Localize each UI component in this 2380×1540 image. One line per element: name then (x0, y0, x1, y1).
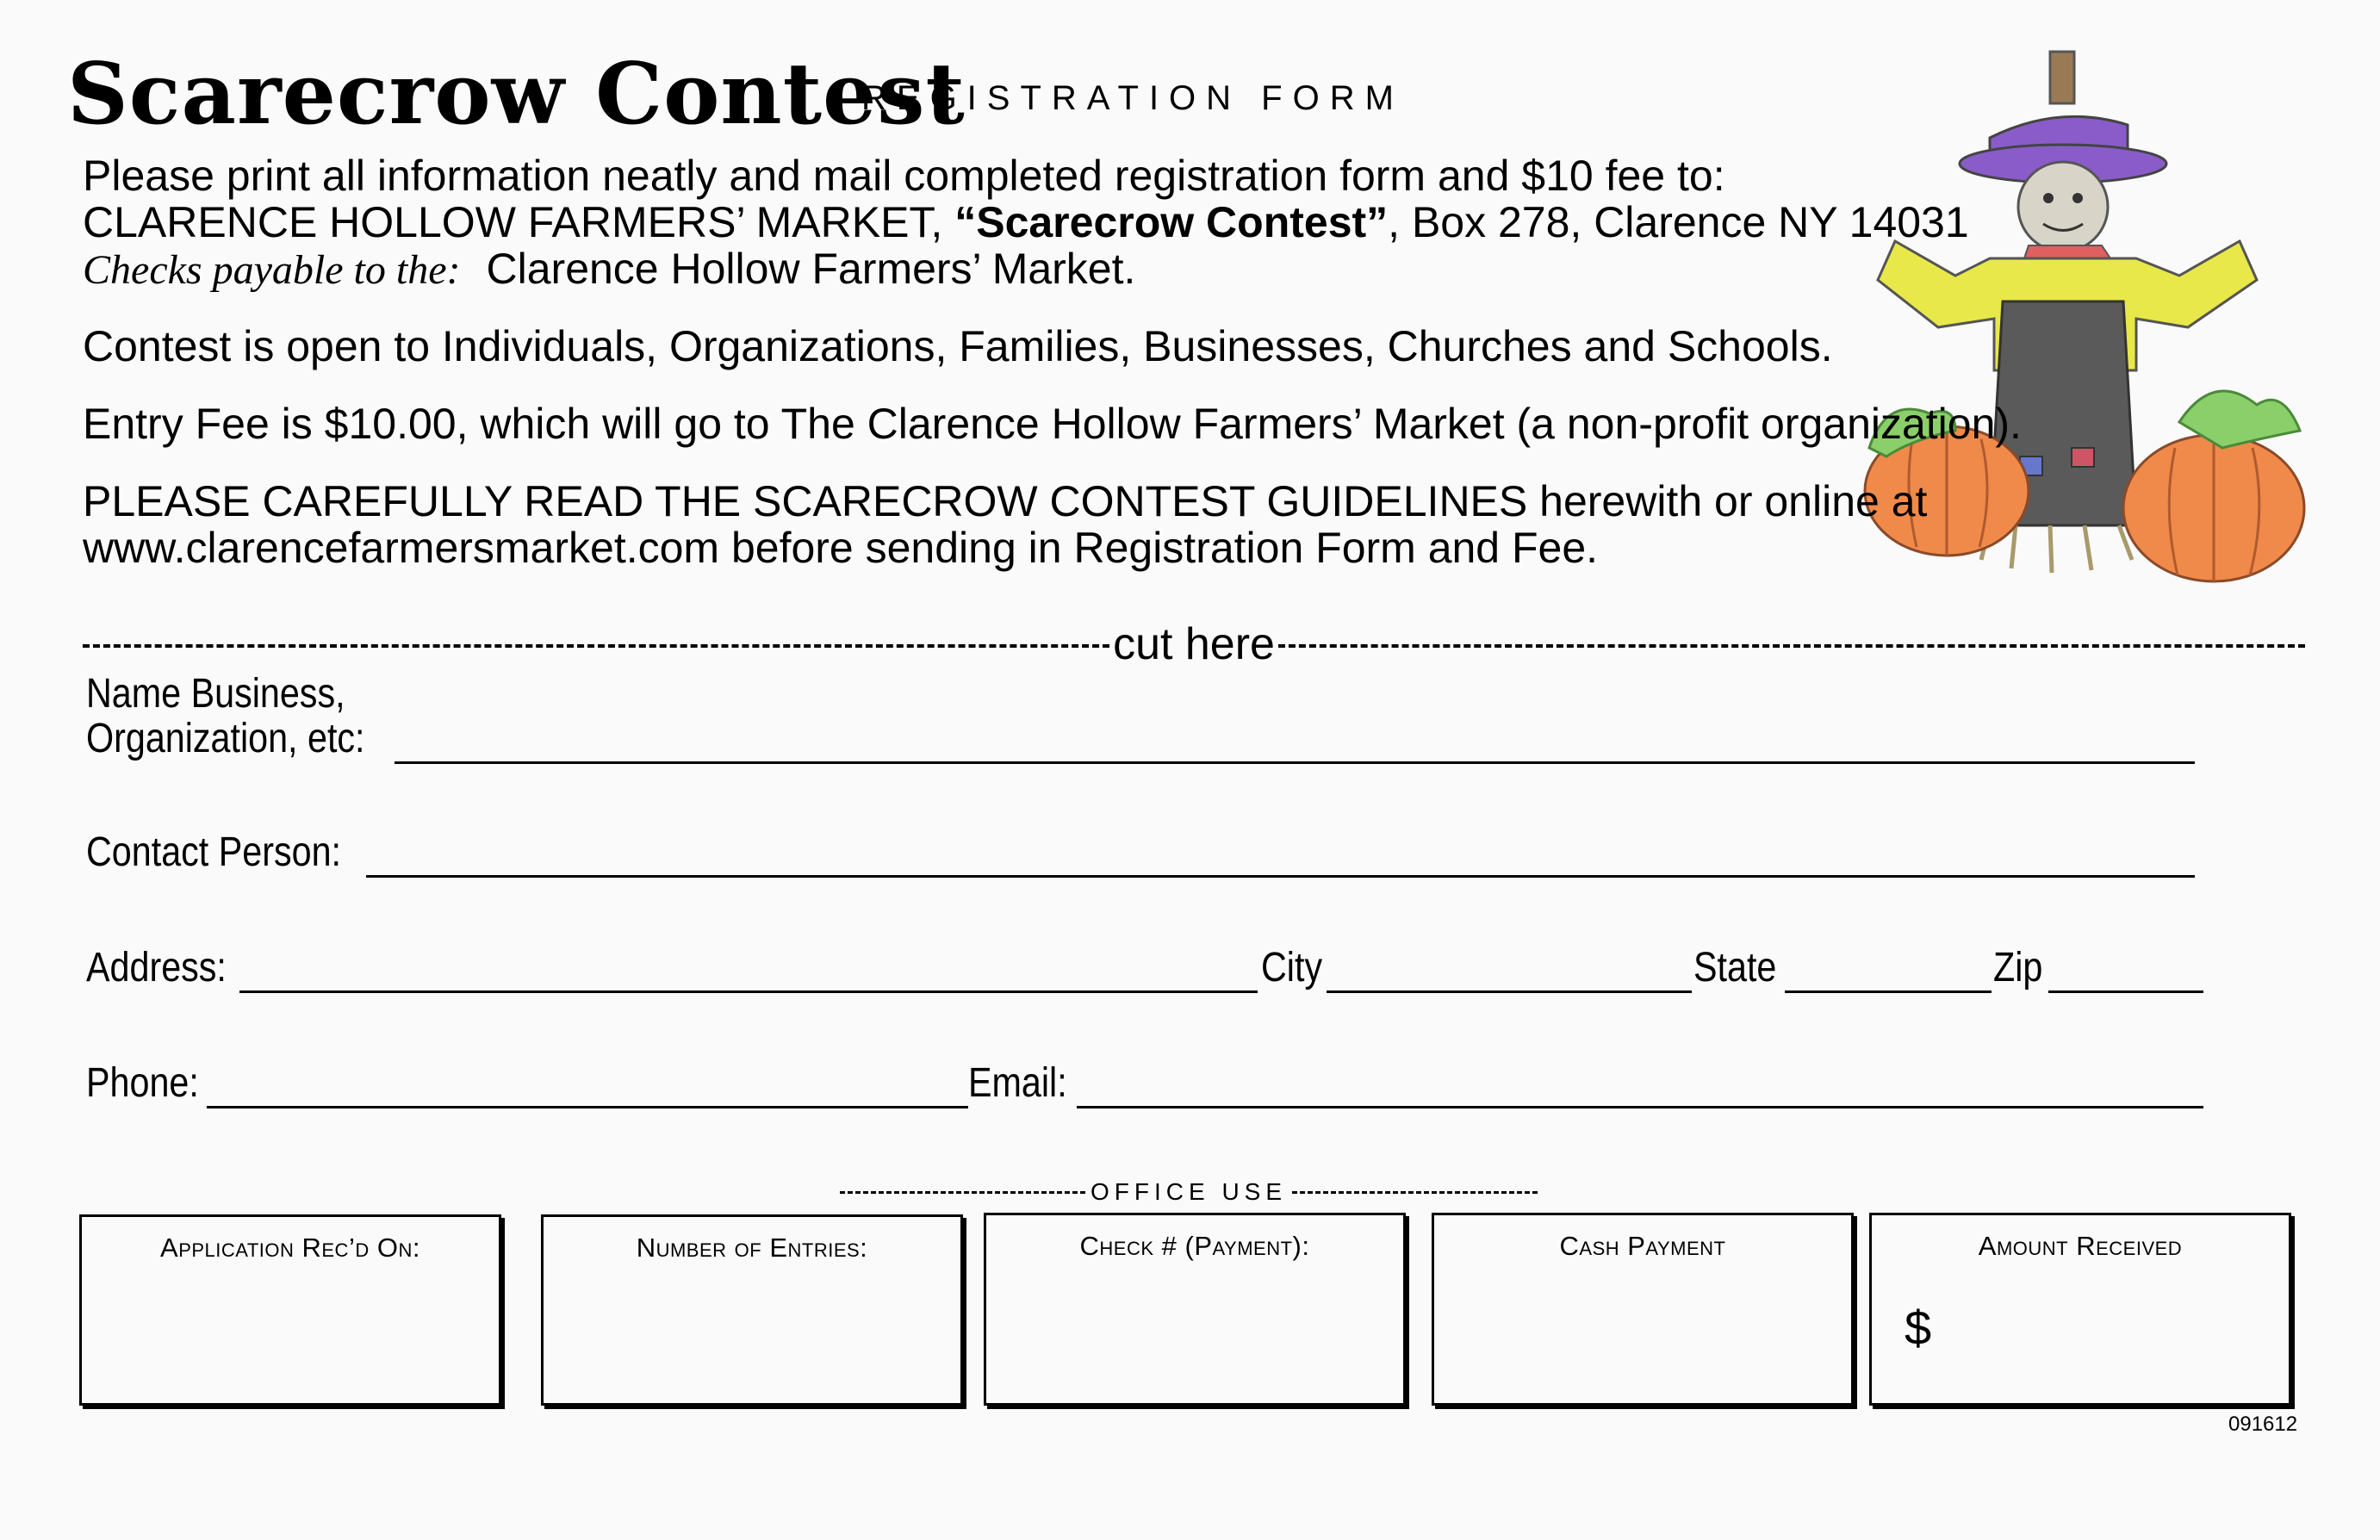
name-label-line-1: Name Business, (86, 671, 345, 717)
cut-dash-right (1278, 644, 2305, 648)
form-subtitle: REGISTRATION FORM (861, 79, 1404, 117)
office-box-application[interactable] (79, 1214, 501, 1406)
mailing-address: , Box 278, Clarence NY 14031 (1388, 198, 1969, 246)
office-use-label: OFFICE USE (1091, 1178, 1288, 1205)
cut-line (83, 618, 2305, 670)
market-name: CLARENCE HOLLOW FARMERS’ MARKET, (83, 198, 955, 246)
form-code: 091612 (2228, 1413, 2298, 1436)
guidelines-line-2: www.clarencefarmersmarket.com before sending in Registration Form and Fee. (83, 524, 1599, 572)
office-box-check[interactable] (984, 1213, 1406, 1406)
office-dash-left (840, 1191, 1085, 1194)
cut-label: cut here (1113, 619, 1275, 669)
cut-dash-left (83, 644, 1109, 648)
intro-line-1: Please print all information neatly and mail completed registration form and $10 fee to: (83, 152, 1725, 200)
office-box-cash[interactable] (1432, 1213, 1854, 1406)
office-use-divider (840, 1175, 1538, 1209)
name-field[interactable] (395, 761, 2195, 764)
address-field[interactable] (239, 990, 1258, 993)
email-field[interactable] (1077, 1106, 2203, 1108)
city-label: City (1261, 945, 1323, 990)
entry-fee-text: Entry Fee is $10.00, which will go to The Clarence Hollow Farmers’ Market (a non-profit organization). (83, 400, 2022, 448)
city-field[interactable] (1327, 990, 1692, 993)
dollar-sign: $ (1905, 1301, 1932, 1355)
office-box-header: Cash Payment (1559, 1231, 1726, 1261)
office-box-header: Application Rec’d On: (160, 1233, 420, 1263)
checks-payable-label: Checks payable to the: (83, 247, 461, 293)
checks-payable (83, 245, 1135, 295)
guidelines-line-1: PLEASE CAREFULLY READ THE SCARECROW CONTEST GUIDELINES herewith or online at (83, 477, 1928, 525)
zip-field[interactable] (2048, 990, 2203, 993)
open-to-text: Contest is open to Individuals, Organizations, Families, Businesses, Churches and Schools. (83, 322, 1833, 370)
email-label: Email: (968, 1060, 1067, 1106)
zip-label: Zip (1993, 945, 2043, 990)
checks-payable-value: Clarence Hollow Farmers’ Market. (486, 245, 1136, 293)
office-box-amount[interactable] (1869, 1213, 2291, 1406)
page-title: Scarecrow Contest (67, 45, 966, 144)
name-label-line-2: Organization, etc: (86, 716, 365, 761)
office-dash-right (1292, 1191, 1538, 1194)
office-box-entries[interactable] (541, 1214, 963, 1406)
state-label: State (1693, 945, 1777, 990)
address-label: Address: (86, 945, 227, 990)
office-box-header: Check # (Payment): (1079, 1231, 1310, 1261)
phone-label: Phone: (86, 1060, 199, 1106)
intro-line-2 (83, 198, 1969, 246)
office-box-header: Amount Received (1978, 1231, 2183, 1261)
contact-person-field[interactable] (366, 875, 2195, 878)
contact-label: Contact Person: (86, 829, 342, 875)
state-field[interactable] (1785, 990, 1992, 993)
office-box-header: Number of Entries: (636, 1233, 868, 1263)
contest-name: “Scarecrow Contest” (954, 198, 1389, 246)
phone-field[interactable] (207, 1106, 968, 1108)
